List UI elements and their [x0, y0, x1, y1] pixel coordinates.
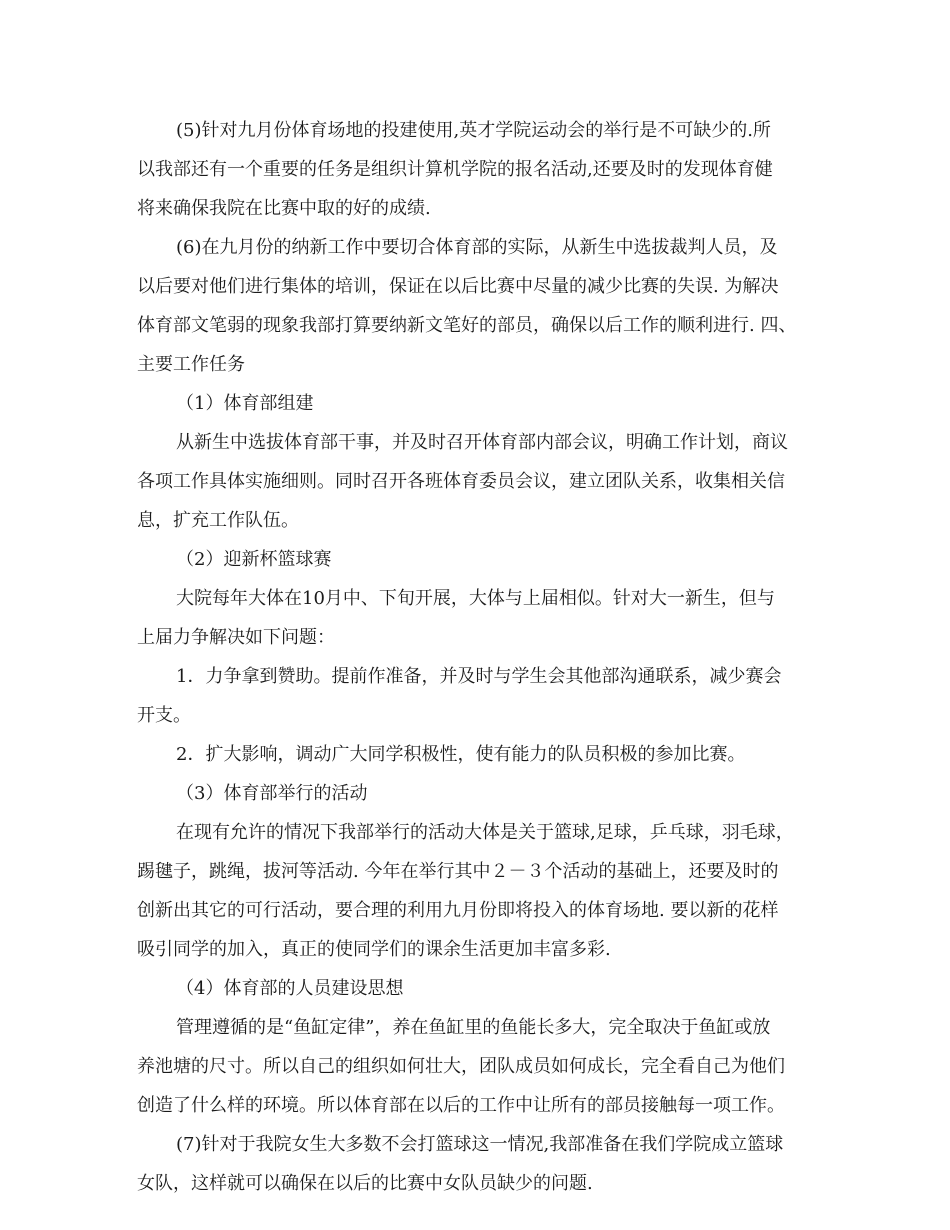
paragraph-5-line-2: 以我部还有一个重要的任务是组织计算机学院的报名活动,还要及时的发现体育健 — [137, 159, 773, 180]
paragraph-6-line-1: (6)在九月份的纳新工作中要切合体育部的实际，从新生中选拔裁判人员，及 — [176, 237, 778, 258]
subheading-4: （4）体育部的人员建设思想 — [176, 978, 404, 999]
paragraph-5-line-1: (5)针对九月份体育场地的投建使用,英才学院运动会的举行是不可缺少的.所 — [176, 120, 771, 141]
subsection-4-line-3: 创造了什么样的环境。所以体育部在以后的工作中让所有的部员接触每一项工作。 — [137, 1095, 785, 1116]
list-item-1-line-2: 开支。 — [137, 705, 191, 726]
section-heading: 主要工作任务 — [137, 354, 245, 375]
paragraph-5-line-3: 将来确保我院在比赛中取的好的成绩. — [137, 198, 431, 219]
paragraph-6-line-3: 体育部文笔弱的现象我部打算要纳新文笔好的部员，确保以后工作的顺利进行. 四、 — [137, 315, 797, 336]
list-item-2: 2．扩大影响，调动广大同学积极性，使有能力的队员积极的参加比赛。 — [176, 744, 746, 765]
paragraph-7-line-2: 女队，这样就可以确保在以后的比赛中女队员缺少的问题. — [137, 1173, 593, 1194]
subsection-2-line-1: 大院每年大体在10月中、下旬开展，大体与上届相似。针对大一新生，但与 — [176, 588, 775, 609]
subheading-3: （3）体育部举行的活动 — [176, 783, 368, 804]
subsection-1-line-2: 各项工作具体实施细则。同时召开各班体育委员会议，建立团队关系，收集相关信 — [137, 471, 785, 492]
subsection-2-line-2: 上届力争解决如下问题： — [137, 627, 335, 648]
paragraph-6-line-2: 以后要对他们进行集体的培训，保证在以后比赛中尽量的减少比赛的失误. 为解决 — [137, 276, 779, 297]
paragraph-7-line-1: (7)针对于我院女生大多数不会打篮球这一情况,我部准备在我们学院成立篮球 — [176, 1134, 784, 1155]
subheading-2: （2）迎新杯篮球赛 — [176, 549, 332, 570]
subsection-3-line-1: 在现有允许的情况下我部举行的活动大体是关于篮球,足球，乒乓球，羽毛球， — [176, 822, 794, 843]
subsection-3-line-2: 踢毽子，跳绳，拔河等活动. 今年在举行其中２－３个活动的基础上，还要及时的 — [137, 861, 779, 882]
subsection-3-line-3: 创新出其它的可行活动，要合理的利用九月份即将投入的体育场地. 要以新的花样 — [137, 900, 779, 921]
subsection-4-line-2: 养池塘的尺寸。所以自己的组织如何壮大，团队成员如何成长，完全看自己为他们 — [137, 1056, 785, 1077]
subsection-1-line-3: 息，扩充工作队伍。 — [137, 510, 299, 531]
list-item-1-line-1: 1．力争拿到赞助。提前作准备，并及时与学生会其他部沟通联系，减少赛会 — [176, 666, 782, 687]
subheading-1: （1）体育部组建 — [176, 393, 314, 414]
subsection-4-line-1: 管理遵循的是“鱼缸定律”，养在鱼缸里的鱼能长多大，完全取决于鱼缸或放 — [176, 1017, 771, 1038]
subsection-3-line-4: 吸引同学的加入，真正的使同学们的课余生活更加丰富多彩. — [137, 939, 611, 960]
subsection-1-line-1: 从新生中选拔体育部干事，并及时召开体育部内部会议，明确工作计划，商议 — [176, 432, 788, 453]
